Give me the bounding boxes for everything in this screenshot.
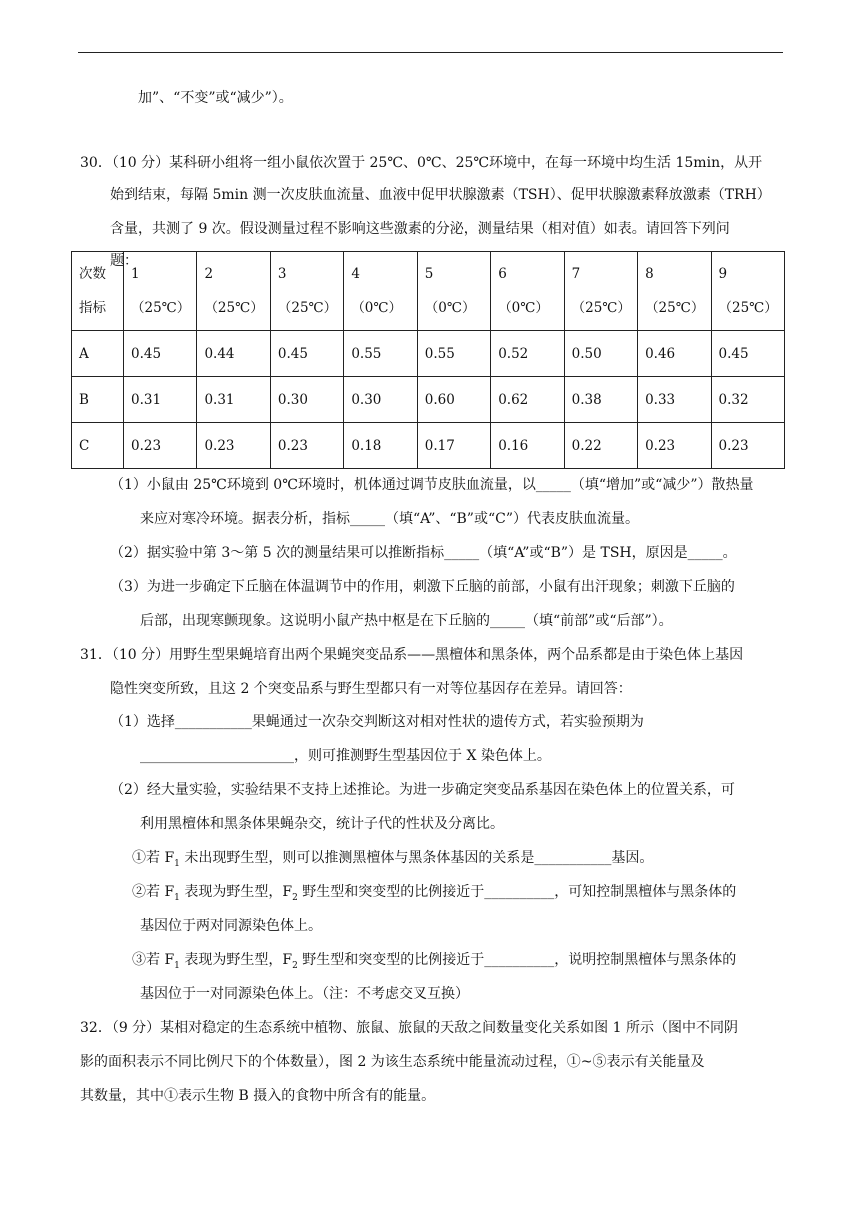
table-row xyxy=(72,377,785,423)
column-header: 2 （25℃） xyxy=(197,252,270,331)
header-rule xyxy=(78,52,783,53)
corner-label-index: 指标 xyxy=(79,300,106,316)
table-cell: 0.50 xyxy=(564,331,637,377)
table-row xyxy=(72,423,785,469)
q31-sub1-line-1: （1）选择___________果蝇通过一次杂交判断这对相对性状的遗传方式，若实验预期为 xyxy=(110,714,644,730)
table-cell: 0.45 xyxy=(270,331,343,377)
q32-stem-line-2: 影的面积表示不同比例尺下的个体数量），图 2 为该生态系统中能量流动过程，①~⑤表示有关能量及 xyxy=(80,1054,705,1070)
table-cell: 0.30 xyxy=(344,377,417,423)
corner-label-count: 次数 xyxy=(79,266,106,282)
table-cell: 0.31 xyxy=(124,377,197,423)
q31-sub1-line-2: ______________________，则可推测野生型基因位于 X 染色体上。 xyxy=(140,748,551,764)
q31-case-1: ①若 $F_1$ 未出现野生型，则可以推测黑檀体与黑条体基因的关系是___________基因。 xyxy=(132,850,654,869)
q31-sub2-line-1: （2）经大量实验，实验结果不支持上述推论。为进一步确定突变品系基因在染色体上的位置关系，可 xyxy=(110,782,735,798)
column-header: 1 （25℃） xyxy=(124,252,197,331)
table-cell: 0.18 xyxy=(344,423,417,469)
row-label: B xyxy=(72,377,124,423)
table-corner-cell xyxy=(72,252,124,331)
q31-stem-line-2: 隐性突变所致，且这 2 个突变品系与野生型都只有一对等位基因存在差异。请回答： xyxy=(110,681,632,697)
table-cell: 0.23 xyxy=(711,423,785,469)
table-cell: 0.46 xyxy=(638,331,711,377)
table-cell: 0.55 xyxy=(417,331,490,377)
row-label: A xyxy=(72,331,124,377)
table-cell: 0.62 xyxy=(491,377,564,423)
q30-sub2: （2）据实验中第 3～第 5 次的测量结果可以推断指标_____（填“A”或“B”）是 TSH，原因是_____。 xyxy=(110,545,737,561)
table-header-row xyxy=(72,252,785,331)
column-header: 4 （0℃） xyxy=(344,252,417,331)
q31-case-3: ③若 $F_1$ 表现为野生型，$F_2$ 野生型和突变型的比例接近于__________，说明控制黑檀体与黑条体的 xyxy=(132,952,737,971)
q30-stem-line-3: 含量，共测了 9 次。假设测量过程不影响这些激素的分泌，测量结果（相对值）如表。请回答下列问 xyxy=(110,221,730,237)
table-cell: 0.17 xyxy=(417,423,490,469)
q30-sub3-line-2: 后部，出现寒颤现象。这说明小鼠产热中枢是在下丘脑的_____（填“前部”或“后部”）。 xyxy=(140,613,673,629)
q32-stem-line-1: 32．（9 分）某相对稳定的生态系统中植物、旅鼠、旅鼠的天敌之间数量变化关系如图 1 所示（图中不同阴 xyxy=(80,1020,738,1036)
row-label: C xyxy=(72,423,124,469)
q31-case-2-cont: 基因位于两对同源染色体上。 xyxy=(140,918,322,934)
table-cell: 0.23 xyxy=(124,423,197,469)
table-cell: 0.45 xyxy=(711,331,785,377)
table-cell: 0.31 xyxy=(197,377,270,423)
column-header: 7 （25℃） xyxy=(564,252,637,331)
column-header: 3 （25℃） xyxy=(270,252,343,331)
q30-stem-line-4: 题： xyxy=(110,253,138,269)
table-cell: 0.22 xyxy=(564,423,637,469)
table-cell: 0.32 xyxy=(711,377,785,423)
table-cell: 0.33 xyxy=(638,377,711,423)
table-cell: 0.52 xyxy=(491,331,564,377)
table-cell: 0.38 xyxy=(564,377,637,423)
q31-case-3-cont: 基因位于一对同源染色体上。（注：不考虑交叉互换） xyxy=(140,986,469,1002)
q30-stem-line-2: 始到结束，每隔 5min 测一次皮肤血流量、血液中促甲状腺激素（TSH）、促甲状腺激素释放激素（TRH） xyxy=(110,187,771,203)
continued-line: 加”、“不变”或“减少”）。 xyxy=(138,90,293,106)
table-cell: 0.30 xyxy=(270,377,343,423)
column-header: 9 （25℃） xyxy=(711,252,785,331)
table-cell: 0.45 xyxy=(124,331,197,377)
table-cell: 0.23 xyxy=(197,423,270,469)
table-cell: 0.44 xyxy=(197,331,270,377)
table-cell: 0.55 xyxy=(344,331,417,377)
q31-case-2: ②若 $F_1$ 表现为野生型，$F_2$ 野生型和突变型的比例接近于__________，可知控制黑檀体与黑条体的 xyxy=(132,884,737,903)
table-cell: 0.16 xyxy=(491,423,564,469)
q30-sub1-line-2: 来应对寒冷环境。据表分析，指标_____（填“A”、“B”或“C”）代表皮肤血流量。 xyxy=(140,511,639,527)
column-header: 8 （25℃） xyxy=(638,252,711,331)
q30-sub3-line-1: （3）为进一步确定下丘脑在体温调节中的作用，刺激下丘脑的前部，小鼠有出汗现象；刺激下丘脑的 xyxy=(110,579,735,595)
measurement-table xyxy=(71,251,785,469)
table-cell: 0.60 xyxy=(417,377,490,423)
q30-sub1-line-1: （1）小鼠由 25℃环境到 0℃环境时，机体通过调节皮肤血流量，以_____（填“增加”或“减少”）散热量 xyxy=(110,477,754,493)
column-header: 5 （0℃） xyxy=(417,252,490,331)
q32-stem-line-3: 其数量，其中①表示生物 B 摄入的食物中所含有的能量。 xyxy=(80,1088,436,1104)
q31-stem-line-1: 31．（10 分）用野生型果蝇培育出两个果蝇突变品系——黑檀体和黑条体，两个品系都是由于染色体上基因 xyxy=(80,647,744,663)
table-cell: 0.23 xyxy=(270,423,343,469)
table-row xyxy=(72,331,785,377)
q31-sub2-line-2: 利用黑檀体和黑条体果蝇杂交，统计子代的性状及分离比。 xyxy=(140,816,504,832)
table-cell: 0.23 xyxy=(638,423,711,469)
column-header: 6 （0℃） xyxy=(491,252,564,331)
q30-stem-line-1: 30．（10 分）某科研小组将一组小鼠依次置于 25℃、0℃、25℃环境中，在每一环境中均生活 15min，从开 xyxy=(80,155,763,171)
